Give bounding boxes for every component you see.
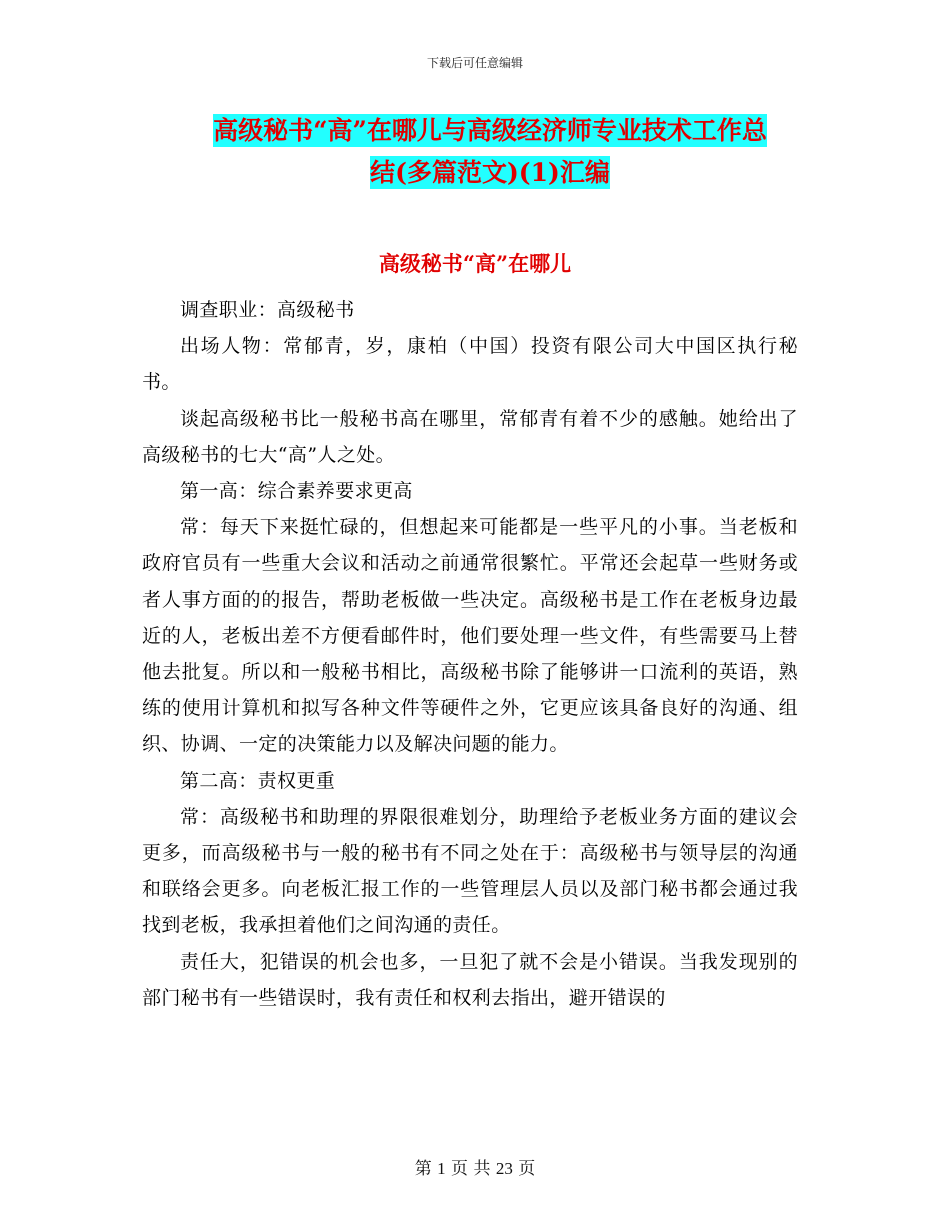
footer-prefix: 第 xyxy=(414,1159,432,1179)
document-title-line-2: 结(多篇范文)(1)汇编 xyxy=(370,158,610,187)
document-title xyxy=(160,110,820,194)
page-header: 下载后可任意编辑 xyxy=(426,56,523,70)
page-footer xyxy=(0,1154,950,1179)
paragraph: 常：高级秘书和助理的界限很难划分，助理给予老板业务方面的建议会更多，而高级秘书与一般的秘书有不同之处在于：高级秘书与领导层的沟通和联络会更多。向老板汇报工作的一些管理层人员以及部门秘书都会通过我找到老板，我承担着他们之间沟通的责任。 xyxy=(142,805,798,937)
paragraph: 第二高：责权更重 xyxy=(180,769,336,792)
paragraph: 调查职业：高级秘书 xyxy=(180,299,355,321)
paragraph: 出场人物：常郁青，岁，康柏（中国）投资有限公司大中国区执行秘书。 xyxy=(142,335,798,394)
section-title: 高级秘书“高”在哪儿 xyxy=(378,251,572,276)
document-title-line-1: 高级秘书“高”在哪儿与高级经济师专业技术工作总 xyxy=(213,116,767,145)
paragraph: 常：每天下来挺忙碌的，但想起来可能都是一些平凡的小事。当老板和政府官员有一些重大会议和活动之前通常很繁忙。平常还会起草一些财务或者人事方面的的报告，帮助老板做一些决定。高级秘书是工作在老板身边最近的人，老板出差不方便看邮件时，他们要处理一些文件，有些需要马上替他去批复。所以和一般秘书相比，高级秘书除了能够讲一口流利的英语，熟练的使用计算机和拟写各种文件等硬件之外，它更应该具备良好的沟通、组织、协调、一定的决策能力以及解决问题的能力。 xyxy=(142,516,798,756)
paragraph: 谈起高级秘书比一般秘书高在哪里，常郁青有着不少的感触。她给出了高级秘书的七大“高”人之处。 xyxy=(142,407,798,466)
footer-total-pages: 23 xyxy=(495,1159,513,1178)
footer-suffix: 页 xyxy=(518,1159,536,1179)
paragraph: 第一高：综合素养要求更高 xyxy=(180,480,413,503)
paragraph: 责任大，犯错误的机会也多，一旦犯了就不会是小错误。当我发现别的部门秘书有一些错误时，我有责任和权利去指出，避开错误的 xyxy=(142,950,798,1009)
footer-page-number: 1 xyxy=(437,1159,446,1178)
body-text xyxy=(142,292,798,1016)
footer-middle: 页 共 xyxy=(451,1159,491,1179)
